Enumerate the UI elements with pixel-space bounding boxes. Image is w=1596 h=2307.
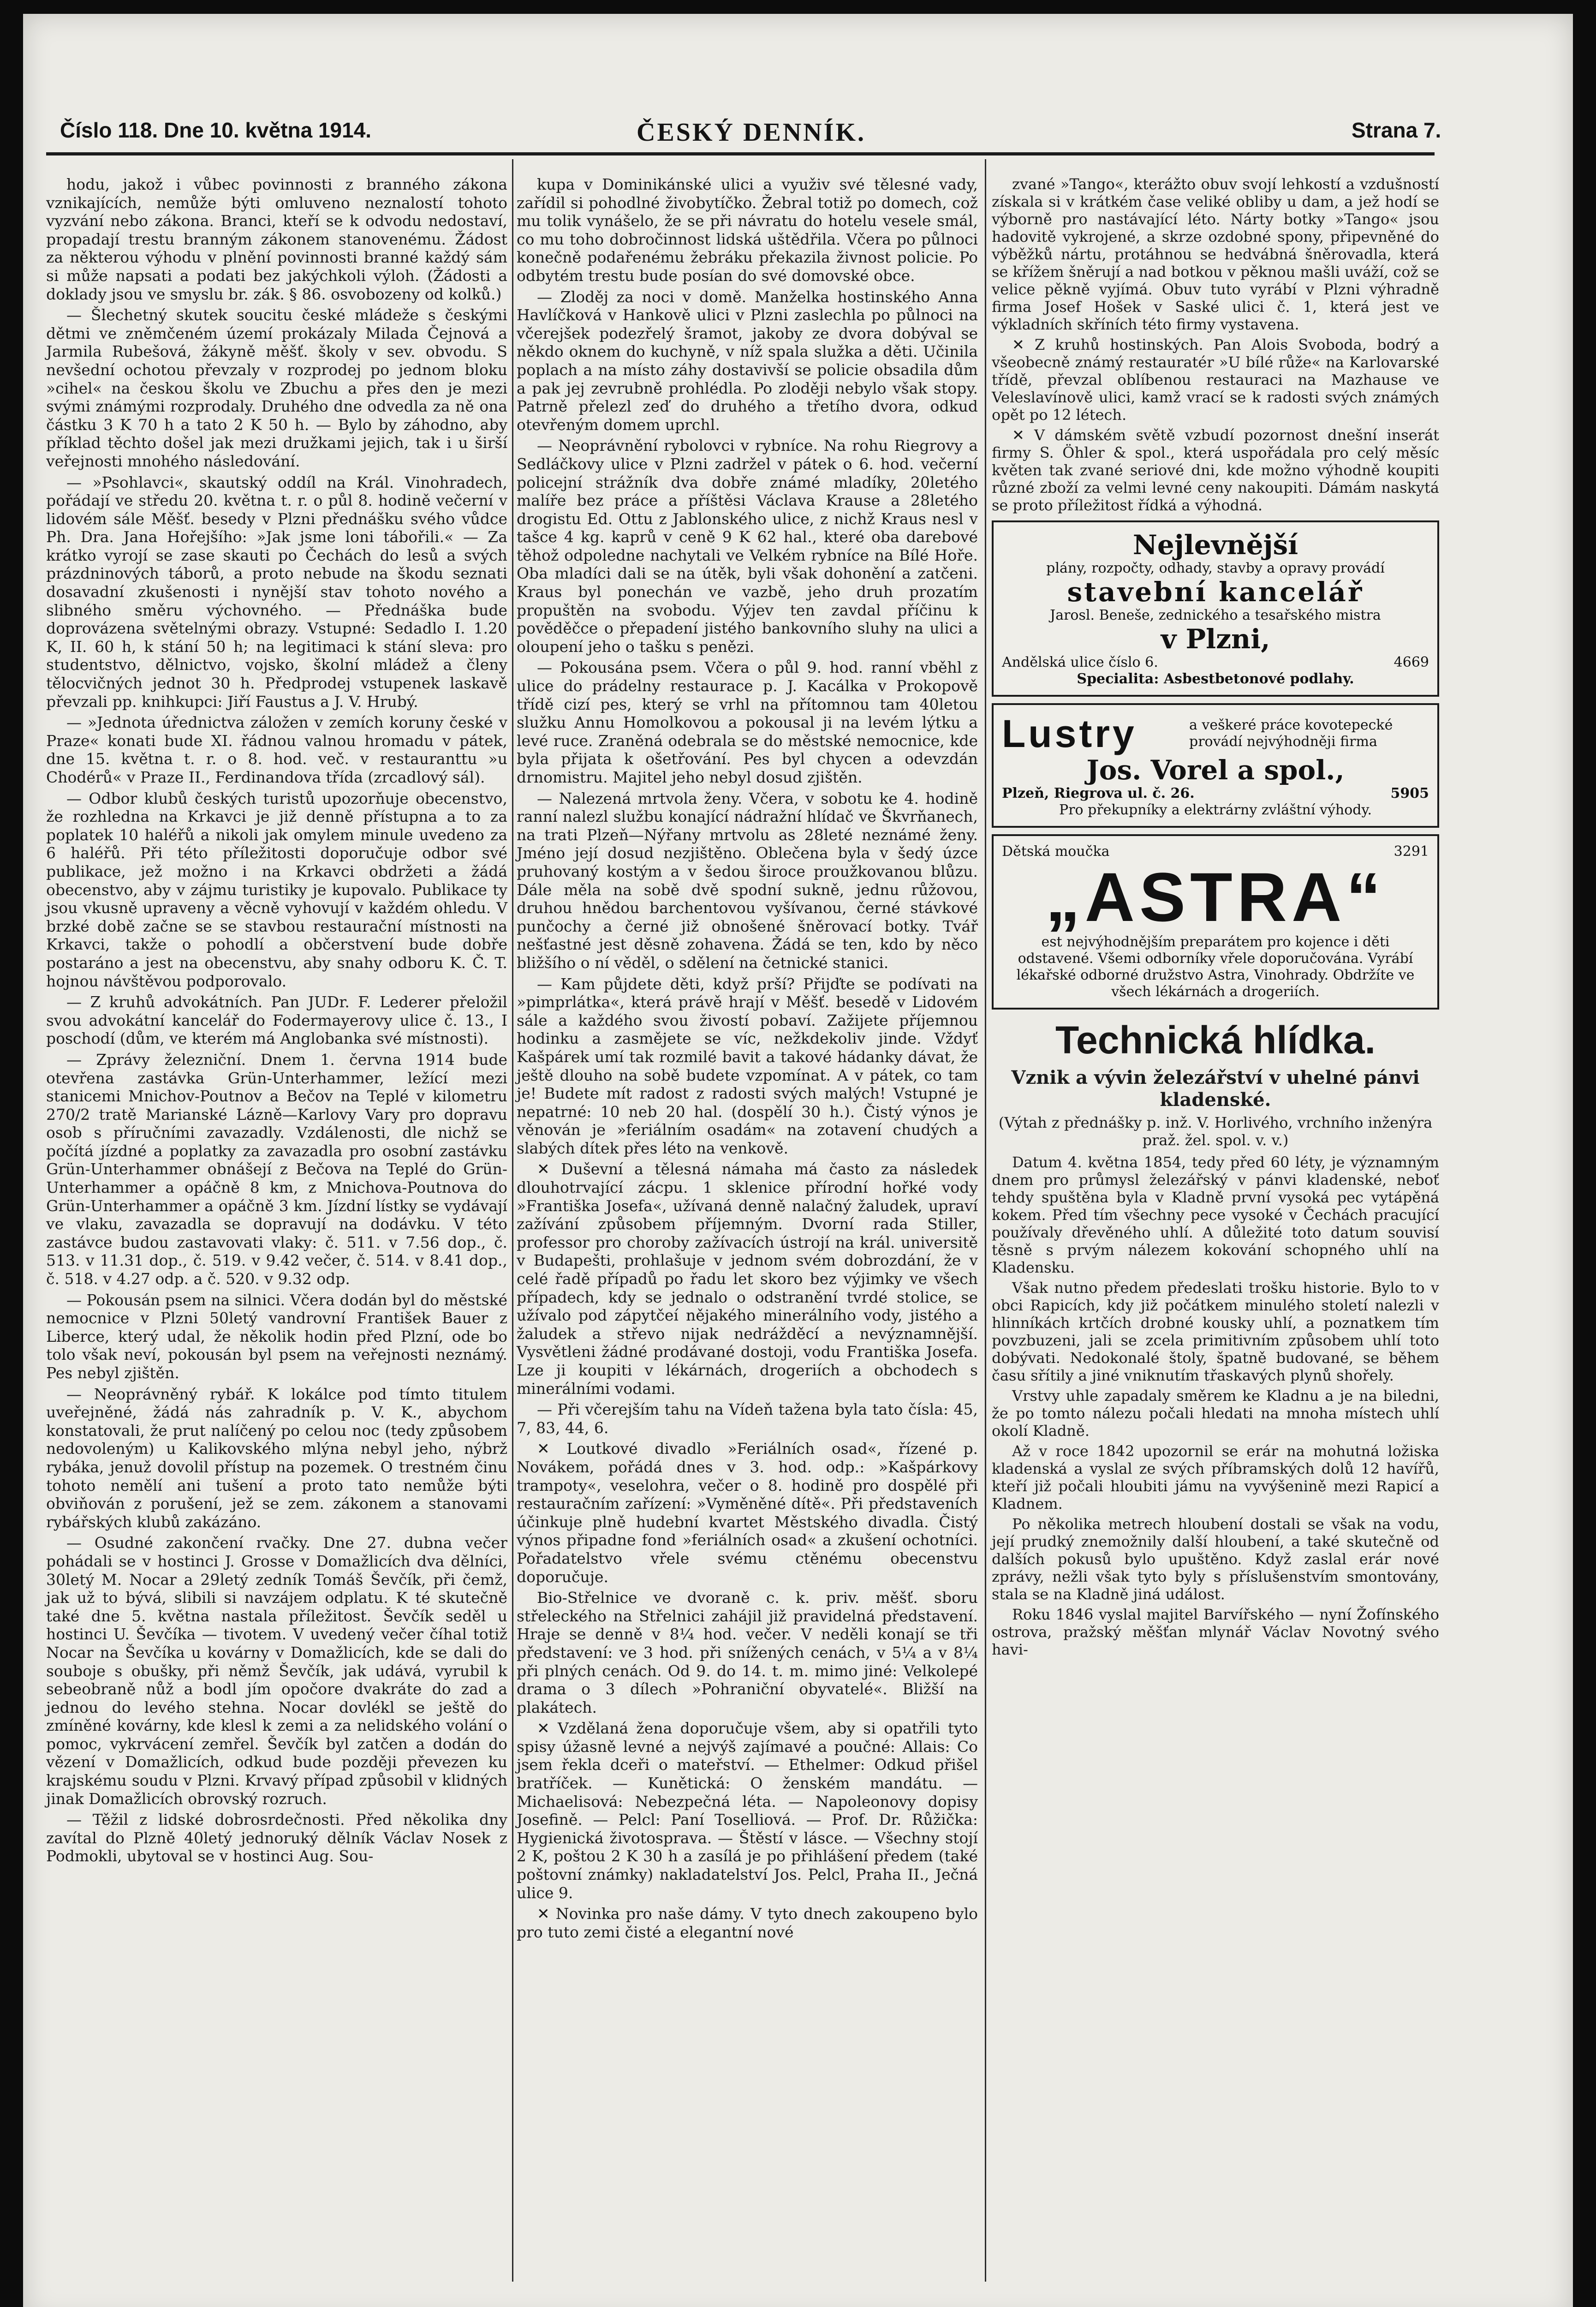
article-paragraph: — Zloděj za noci v domě. Manželka hostinského Anna Havlíčková v Hankově ulici v Plzni zaslechla po půlnoci na včerejšek podezřelý šramot, jakoby ze dvora dobýval se někdo oknem do kuchyně, v níž spala služka a děti. Učinila poplach a na místo záhy dostavivší se policie obsadila dům a pak jej zevrubně prohlédla. Po zloději nebylo však stopy. Patrně přelezl zeď do druhého a třetího dvora, odkud otevřeným domem uprchl. <box>517 287 978 434</box>
article-paragraph: — Pokousána psem. Včera o půl 9. hod. ranní vběhl z ulice do prádelny restaurace p. J. Kacálka v Prokopově třídě cizí pes, který se vrhl na přítomnou tam 40letou služku Annu Homolkovou a pokousal ji na levém lýtku a levé ruce. Zraněná odebrala se do městské nemocnice, kde byla přijata k ošetřování. Pes byl chycen a odevzdán drnomistru. Majitel jeho nebyl dosud zjištěn. <box>517 658 978 786</box>
article-paragraph: — Pokousán psem na silnici. Včera dodán byl do městské nemocnice v Plzni 50letý vandrovní František Bauer z Liberce, který udal, že několik hodin před Plzní, ode bo tolo však neví, pokousán byl psem na veřejnosti neznámý. Pes nebyl zjištěn. <box>46 1291 507 1382</box>
article-paragraph: Roku 1846 vyslal majitel Barvířského — nyní Žofínského ostrova, pražský měšťan mlynář Václav Novotný svého havi- <box>992 1606 1439 1658</box>
advert-company: Jos. Vorel a spol., <box>1086 754 1345 786</box>
advert-specialty: Specialita: Asbestbetonové podlahy. <box>1077 671 1354 687</box>
advert-number: 4669 <box>1394 654 1429 670</box>
advert-title: „ASTRA“ <box>1045 858 1386 936</box>
column-divider <box>512 159 513 2282</box>
article-paragraph: kupa v Dominikánské ulici a využiv své tělesné vady, zařídil si pohodlné živobytíčko. Žebral totiž po domech, což mu tolik vynášelo, že se při návratu do hotelu vesele smál, co mu toho dobročinnost lidská uštědřila. Včera po půlnoci konečně podařenému žebráku překazila živnost policie. Po odbytém trestu bude posían do své domovské obce. <box>517 175 978 285</box>
article-paragraph: ✕ Vzdělaná žena doporučuje všem, aby si opatřili tyto spisy úžasně levné a nejvýš zajímavé a poučné: Allais: Co jsem řekla dceři o mateřství. — Ethelmer: Odkud přišel bratříček. — Kunětická: O ženském mandátu. — Michaelisová: Nebezpečná léta. — Napoleonovy dopisy Josefině. — Pelcl: Paní Toselliová. — Prof. Dr. Růžička: Hygienická životosprava. — Štěstí v lásce. — Všechny stojí 2 K, poštou 2 K 30 h a zasílá je po přihlášení předem (také poštovní známky) nakladatelství Jos. Pelcl, Praha II., Ječná ulice 9. <box>517 1719 978 1902</box>
article-paragraph: — Šlechetný skutek soucitu české mládeže s českými dětmi ve zněmčeném území prokázaly Milada Čejnová a Jarmila Rubešová, žákyně měšť. školy v sev. obvodu. S nevšední ochotou převzaly v rozprodej po jednom bloku »cihel« na českou školu ve Zbuchu a přes den je mezi svými známými rozprodaly. Druhého dne odvedla za ně ona částku 3 K 70 h a tato 2 K 50 h. — Bylo by záhodno, aby příklad těchto došel jak mezi družkami jejich, tak i u širší veřejnosti mnohého následování. <box>46 306 507 470</box>
column-1 <box>46 175 507 1868</box>
article-paragraph: hodu, jakož i vůbec povinnosti z branného zákona vznikajících, nemůže býti omluveno neznalostí tohoto vyzvání nebo zákona. Branci, kteří se k odvodu nedostaví, propadají trestu branným zákonem stanovenému. Žádost za některou výhodu v plnění povinnosti branné každý sám si může napsati a podati bez jakýchkoli výloh. (Žádosti a doklady jsou ve smyslu br. zák. § 86. osvobozeny od kolků.) <box>46 175 507 303</box>
column-divider <box>985 159 986 2282</box>
article-paragraph: Až v roce 1842 upozornil se erár na mohutná ložiska kladenská a vyslal ze svých příbramských dolů 12 havířů, kteří již počali hloubiti jámu na vyvýšenině mezi Rapicí a Kladnem. <box>992 1442 1439 1512</box>
header-rule <box>46 152 1435 155</box>
article-paragraph: — Při včerejším tahu na Vídeň tažena byla tato čísla: 45, 7, 83, 44, 6. <box>517 1400 978 1437</box>
article-paragraph: — Neoprávnění rybolovci v rybníce. Na rohu Riegrovy a Sedláčkovy ulice v Plzni zadržel v pátek o 6. hod. večerní policejní strážník dva dobře známé mladíky, 20letého malíře bez práce a příštěsi Václava Krause a 28letého drogistu Ed. Ottu z Jablonského ulice, z nichž Kraus nesl v tašce 4 kg. kaprů v ceně 9 K 62 hal., které oba darebové těhož odpoledne nachytali ve Velkém rybníce na Bílé Hoře. Oba mladíci dali se na útěk, byli však dohonění a zatčeni. Kraus byl ponechán ve vazbě, jeho druh prozatím propuštěn na svobodu. Výjev ten zavdal příčinu k pověděčce o přepadení jistého bankovního sluhy na ulici a oloupení jeho o tašku s penězi. <box>517 436 978 656</box>
article-paragraph: zvané »Tango«, kterážto obuv svojí lehkostí a vzdušností získala si v krátkém čase veliké obliby u dam, a jež hodí se výborně pro nastávající léto. Nárty botky »Tango« jsou hadovitě vykrojené, a skrze ozdobné spony, připevněné do výběžků nártu, protáhnou se hedvábná šněrovadla, která se křížem šněrují a nad botkou v pěknou mašli uváží, což se velice pěkně vyjímá. Obuv tuto vyrábí v Plzni výhradně firma Josef Hošek v Saské ulici č. 1, která jest ve výkladních skříních této firmy vystavena. <box>992 175 1439 333</box>
advert-title: stavební kancelář <box>1067 576 1364 608</box>
article-paragraph: ✕ Duševní a tělesná námaha má často za následek dlouhotrvající zácpu. 1 sklenice přírodní hořké vody »Františka Josefa«, užívaná denně nalačný žaludek, upraví zažívání způsobem příjemným. Dvorní rada Stiller, professor pro choroby zažívacích ústrojí na král. universitě v Budapešti, prohlašuje v jednom svém dobrozdání, že v celé řadě případů po řadu let skoro bez výjimky ve všech případech, kdy se jednalo o odstranění tvrdé stolice, se užívalo pod zápytčeí nějakého minerálního vody, jistého a žaludek a střevo nijak nedrážděcí a nevýznamnější. Vysvětleni žádné prodávané dostoji, vodu Františka Josefa. Lze ji koupiti v lékárnách, drogeriích a obchodech s minerálními vodami. <box>517 1160 978 1398</box>
article-paragraph: — Odbor klubů českých turistů upozorňuje obecenstvo, že rozhledna na Krkavci je již denně přístupna a to za poplatek 10 haléřů a nikoli jak omylem minule uvedeno za 6 haléřů. Při této příležitosti doporučuje odbor své publikace, jež možno i na Krkavci obdržeti a žádá obecenstvo, aby v zájmu turistiky je kupovalo. Publikace ty jsou vkusně upraveny a věcně vyhovují v každém ohledu. V brzké době začne se se stavbou restaurační místnosti na Krkavci, takže o pohodlí a občerstvení bude dobře postaráno a jest na obecenstvu, aby snahy odboru K. Č. T. hojnou návštěvou podporovalo. <box>46 789 507 990</box>
article-paragraph: Vrstvy uhle zapadaly směrem ke Kladnu a je na biledni, že po tomto nálezu počali hledati na mnoha místech uhlí okolí Kladně. <box>992 1387 1439 1440</box>
advert-text: est nejvýhodnějším preparátem pro kojence i děti odstavené. Všemi odborníky vřele doporučována. Vyrábí lékařské odborné družstvo Astra, Vinohrady. Obdržíte ve všech lékárnách a drogeriích. <box>1016 934 1415 1000</box>
page-number: Strana 7. <box>1352 118 1441 142</box>
article-paragraph: ✕ Loutkové divadlo »Feriálních osad«, řízené p. Novákem, pořádá dnes v 3. hod. odp.: »Kašpárkovy trampoty«, veselohra, večer o 8. hodině pro dospělé při restauračním zařízení: »Vyměněné dítě«. Při představeních účinkuje plně hudební kvartet Městského divadla. Čistý výnos připadne fond »feriálních osad« a zkušení ochotníci. Pořadatelstvo vřele svému ctěnému obecenstvu doporučuje. <box>517 1440 978 1586</box>
advert-headline: Nejlevnější <box>1132 529 1298 561</box>
article-paragraph: Datum 4. května 1854, tedy před 60 léty, je významným dnem pro průmysl železářský v pánvi kladenské, neboť tehdy spuštěna byla v Kladně první vysoká pec vytápěná kokem. Před tím všechny pece vysoké v Čechách pracující používaly dřevěného uhlí. A důležité toto datum souvisí těsně s prvým nálezem kokování schopného uhlí na Kladensku. <box>992 1154 1439 1276</box>
advert-building-office <box>992 520 1439 697</box>
issue-date: Číslo 118. Dne 10. května 1914. <box>60 118 372 142</box>
advert-title: Lustry <box>1002 712 1137 755</box>
article-paragraph: Bio-Střelnice ve dvoraně c. k. priv. měšť. sboru střeleckého na Střelnici zahájil již pravidelná představení. Hraje se denně v 8¼ hod. večer. V neděli konají se tři představení: ve 3 hod. při snížených cenách, v 5¼ a v 8¼ při plných cenách. Od 9. do 14. t. m. mimo jiné: Velkolepé drama o 3 dílech »Pohraniční obyvatelé«. Bližší na plakátech. <box>517 1589 978 1716</box>
advert-footer: Pro překupníky a elektrárny zvláštní výhody. <box>1059 802 1372 818</box>
article-paragraph: — Těžil z lidské dobrosrdečnosti. Před několika dny zavítal do Plzně 40letý jednoruký dělník Václav Nosek z Podmokli, ubytoval se v hostinci Aug. Sou- <box>46 1811 507 1865</box>
article-paragraph: — »Psohlavci«, skautský oddíl na Král. Vinohradech, pořádají ve středu 20. května t. r. o půl 8. hodině večerní v lidovém sále Měšť. besedy v Plzni přednášku svého vůdce Ph. Dra. Jana Hořejšího: »Jak jsme loni tábořili.« — Za krátko vyrojí se zase skauti po Čechách do lesů a svých prázdninových táborů, a proto nebude na škodu seznati dosavadní zkušenosti i nynější stav tohoto nového a slibného směru výchovného. — Přednáška bude doprovázena světelnými obrazy. Vstupné: Sedadlo I. 1.20 K, II. 60 h, k stání 50 h; na legitimaci k stání sleva: pro studentstvo, dělnictvo, vojsko, školní mládež a členy tělocvičných jednot 30 h. Předprodej vstupenek laskavě převzali pp. knihkupci: Jiří Faustus a J. V. Hrubý. <box>46 473 507 711</box>
column-3 <box>992 175 1439 1661</box>
advert-text: plány, rozpočty, odhady, stavby a opravy provádí <box>1046 560 1385 576</box>
advert-address: Plzeň, Riegrova ul. č. 26. <box>1002 785 1195 801</box>
article-paragraph: — Zprávy železniční. Dnem 1. června 1914 bude otevřena zastávka Grün-Unterhammer, ležící mezi stanicemi Mnichov-Poutnov a Bečov na Teplé v kilometru 270/2 tratě Marianské Lázně—Karlovy Vary pro dopravu osob s příručními zavazadly. Vzdálenosti, dle nichž se počítá jízdné a poplatky za zavazadla pro osobní zastávku Grün-Unterhammer obnášejí z Bečova na Teplé do Grün-Unterhammer a opáčně 8 km, z Mnichova-Poutnova do Grün-Unterhammer a opáčně 3 km. Jízdní lístky se vydávají ve vlaku, zavazadla se dopravují na dodávku. V této zastávce budou zastavovati vlaky: č. 511. v 7.56 dop., č. 513. v 11.31 dop., č. 519. v 9.42 večer, č. 514. v 8.41 dop., č. 518. v 4.27 odp. a č. 520. v 9.32 odp. <box>46 1050 507 1288</box>
article-paragraph: — Neoprávněný rybář. K lokálce pod tímto titulem uveřejněné, žádá nás zahradník p. V. K., abychom konstatovali, že prut nalíčený po celou noc (tedy způsobem nedovoleným) u Kalikovského mlýna nebyl jeho, nýbrž rybáka, jenuž dovolil přístup na pozemek. O trestném činu tohoto nemělí ani tušení a proto tato nemůže býti obviňován z porušení, jež se zem. zákonem a stanovami rybářských klubů zakázáno. <box>46 1385 507 1531</box>
advert-text: Jarosl. Beneše, zednického a tesařského mistra <box>1050 607 1381 623</box>
article-title: Vznik a vývin železářství v uhelné pánvi kladenské. <box>1011 1067 1420 1111</box>
advert-text: a veškeré práce kovotepecké provádí nejvýhodněji firma <box>1189 717 1393 750</box>
advert-address: Andělská ulice číslo 6. <box>1002 654 1158 670</box>
article-paragraph: — Kam půjdete děti, když prší? Přijďte se podívati na »pimprlátka«, která právě hrají v Měšť. besedě v Lidovém sále a každého svou živostí pobaví. Zažijete příjemnou hodinku a zasmějete se víc, nežkdekoliv jinde. Vždyť Kašpárek umí tak rozmilé bavit a takové hádanky dávat, že ještě dlouho na sobě budete vzpomínat. A v pátek, co tam je! Budete mít radost z radosti svých malých! Vstupné je nepatrné: 10 neb 20 hal. (dospělí 30 h.). Čistý výnos je věnován je »feriálním osadám« na zotavení chudých a slabých dítek přes léto na venkově. <box>517 974 978 1157</box>
article-paragraph: — Nalezená mrtvola ženy. Včera, v sobotu ke 4. hodině ranní nalezl službu konající nádražní hlídač ve Škvrňanech, na trati Plzeň—Nýřany mrtvolu as 28leté neznámé ženy. Jméno její dosud nezjištěno. Oblečena byla v šedý úzce pruhovaný kostým a v šedou široce proužkovanou blůzu. Dále měla na sobě dvě spodní sukně, jednu růžovou, druhou hnědou barchentovou vyšívanou, černé stávkové punčochy a černé již obnošené šněrovací botky. Tvář nešťastné jest děsně zohavena. Žádá se ten, kdo by něco bližšího o ní věděl, o sdělení na četnické stanici. <box>517 789 978 972</box>
article-paragraph: — »Jednota úřednictva záložen v zemích koruny české v Praze« konati bude XI. řádnou valnou hromadu v pátek, dne 15. května t. r. o 8. hod. več. v restauranttu »u Chodérů« v Praze II., Ferdinandova třída (zrcadlový sál). <box>46 713 507 786</box>
masthead-title: ČESKÝ DENNÍK. <box>637 118 866 147</box>
advert-astra <box>992 834 1439 1010</box>
article-paragraph: ✕ Z kruhů hostinských. Pan Alois Svoboda, bodrý a všeobecně známý restauratér »U bílé růže« na Karlovarské třídě, převzal oblíbenou restauraci na Mazhause ve Veleslavínově ulici, kamž vrací se k radosti svých známých opět po 12 létech. <box>992 336 1439 424</box>
article-paragraph: Po několika metrech hloubení dostali se však na vodu, její prudký znemožnily další hloubení, a také skutečně od dalších pokusů bylo upuštěno. Když zaslal erár nové zprávy, nežli však tyto byly s příslušenstvím smontovány, stala se na Kladně jiná událost. <box>992 1515 1439 1603</box>
column-2 <box>517 175 978 1944</box>
article-paragraph: ✕ V dámském světě vzbudí pozornost dnešní inserát firmy S. Öhler & spol., která uspořádala pro celý měsíc květen tak zvané seriové dni, kde možno výhodně koupiti různé zboží za velmi levné ceny nakoupiti. Dámám naskytá se proto příležitost řídká a výhodná. <box>992 426 1439 514</box>
advert-text: Dětská moučka <box>1002 843 1110 860</box>
article-paragraph: ✕ Novinka pro naše dámy. V tyto dnech zakoupeno bylo pro tuto zemi čisté a elegantní nové <box>517 1905 978 1941</box>
section-heading: Technická hlídka. <box>1055 1018 1376 1062</box>
article-paragraph: Však nutno předem předeslati trošku historie. Bylo to v obci Rapicích, kdy již počátkem minulého století nalezli v hlinníkách krtčích drobné kousky uhlí, a poznatkem tím povzbuzeni, jali se zcela primitivním způsobem uhlí toto dobývati. Nedokonalé štoly, špatně budované, se během času sřítily a jiné vniknutím třaskavých plynů shořely. <box>992 1279 1439 1384</box>
article-paragraph: — Osudné zakončení rvačky. Dne 27. dubna večer pohádali se v hostinci J. Grosse v Domažlicích dva dělníci, 30letý M. Nocar a 29letý zedník Tomáš Ševčík, při čemž, jak už to bývá, slibili si navzájem odplatu. K té skutečně také dne 5. května nastala příležitost. Ševčík seděl u hostinci U. Ševčíka — tivotem. V uvedený večer číhal totiž Nocar na Ševčíka u kovárny v Domažlicích, kde se dali do souboje s obušky, při němž Ševčík, jak udává, vyrubil k sebeobraně nůž a bodl jím opočore dvakráte do zad a jednou do levého stehna. Nocar dovlékl se ještě do zmíněné kovárny, kde klesl k zemi a za nelidského volání o pomoc, vykrvácení zemřel. Ševčík byl zatčen a dodán do vězení v Domažlicích, odkud bude později převezen ku krajskému soudu v Plzni. Krvavý případ způsobil v klidných jinak Domažlicích obrovský rozruch. <box>46 1534 507 1808</box>
advert-lustry <box>992 703 1439 828</box>
article-paragraph: — Z kruhů advokátních. Pan JUDr. F. Lederer přeložil svou advokátní kancelář do Fodermayerovy ulice č. 13., I poschodí (dům, ve kterém má Anglobanka své místnosti). <box>46 993 507 1048</box>
advert-number: 5905 <box>1390 785 1429 801</box>
article-subtitle: (Výtah z přednášky p. inž. V. Horlivého, vrchního inženýra praž. žel. spol. v. v.) <box>998 1114 1433 1149</box>
advert-city: v Plzni, <box>1161 623 1270 655</box>
advert-number: 3291 <box>1394 843 1429 860</box>
